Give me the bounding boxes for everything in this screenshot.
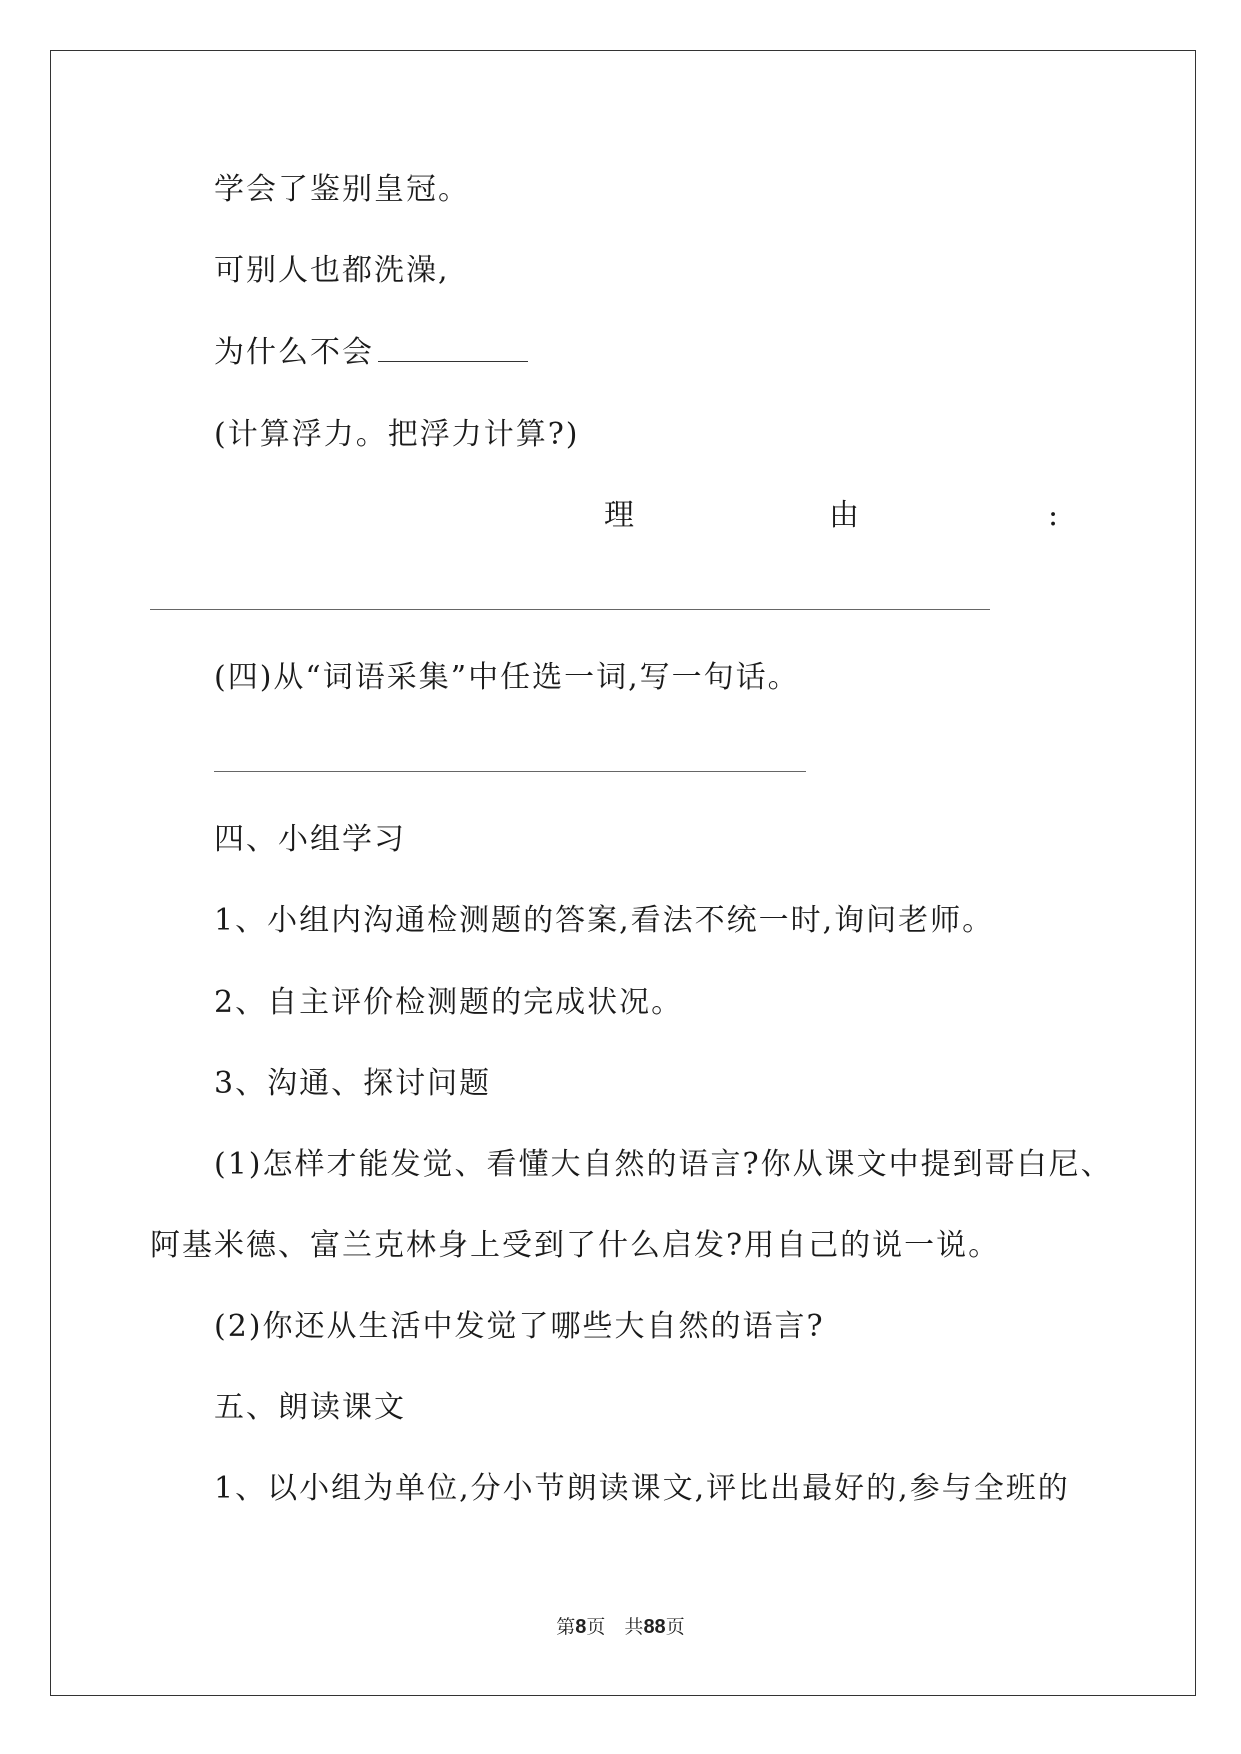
answer-line-long	[150, 609, 990, 610]
reason-char-2: 由	[829, 498, 859, 533]
section-heading-4: 四、小组学习	[214, 822, 406, 857]
footer-prefix: 第	[556, 1616, 576, 1638]
text-line-1: 学会了鉴别皇冠。	[214, 172, 470, 207]
answer-blank	[378, 335, 528, 362]
text-line-2: 可别人也都洗澡,	[214, 253, 450, 288]
text-line-4: (计算浮力。把浮力计算?)	[214, 417, 580, 452]
page-footer	[0, 1612, 1241, 1639]
text-line-11: (1)怎样才能发觉、看懂大自然的语言?你从课文中提到哥白尼、	[214, 1147, 1113, 1182]
text-line-3-label: 为什么不会	[214, 335, 374, 370]
page-border	[50, 50, 1196, 1696]
text-line-6: (四)从“词语采集”中任选一词,写一句话。	[214, 660, 800, 695]
footer-suffix: 页	[665, 1616, 685, 1638]
text-line-12: 阿基米德、富兰克林身上受到了什么启发?用自己的说一说。	[150, 1228, 1001, 1263]
footer-page-number: 8	[575, 1616, 587, 1638]
text-line-10: 3、沟通、探讨问题	[214, 1066, 492, 1101]
text-line-8: 1、小组内沟通检测题的答案,看法不统一时,询问老师。	[214, 903, 995, 938]
footer-mid: 页 共	[586, 1616, 644, 1638]
reason-char-3: :	[1048, 498, 1059, 533]
answer-line-short	[214, 771, 806, 772]
section-heading-5: 五、朗读课文	[214, 1390, 406, 1425]
text-line-13: (2)你还从生活中发觉了哪些大自然的语言?	[214, 1309, 825, 1344]
text-line-9: 2、自主评价检测题的完成状况。	[214, 985, 684, 1020]
text-line-15: 1、以小组为单位,分小节朗读课文,评比出最好的,参与全班的	[214, 1471, 1070, 1506]
reason-char-1: 理	[604, 498, 634, 533]
text-line-3	[214, 335, 528, 371]
footer-total-pages: 88	[643, 1616, 666, 1638]
